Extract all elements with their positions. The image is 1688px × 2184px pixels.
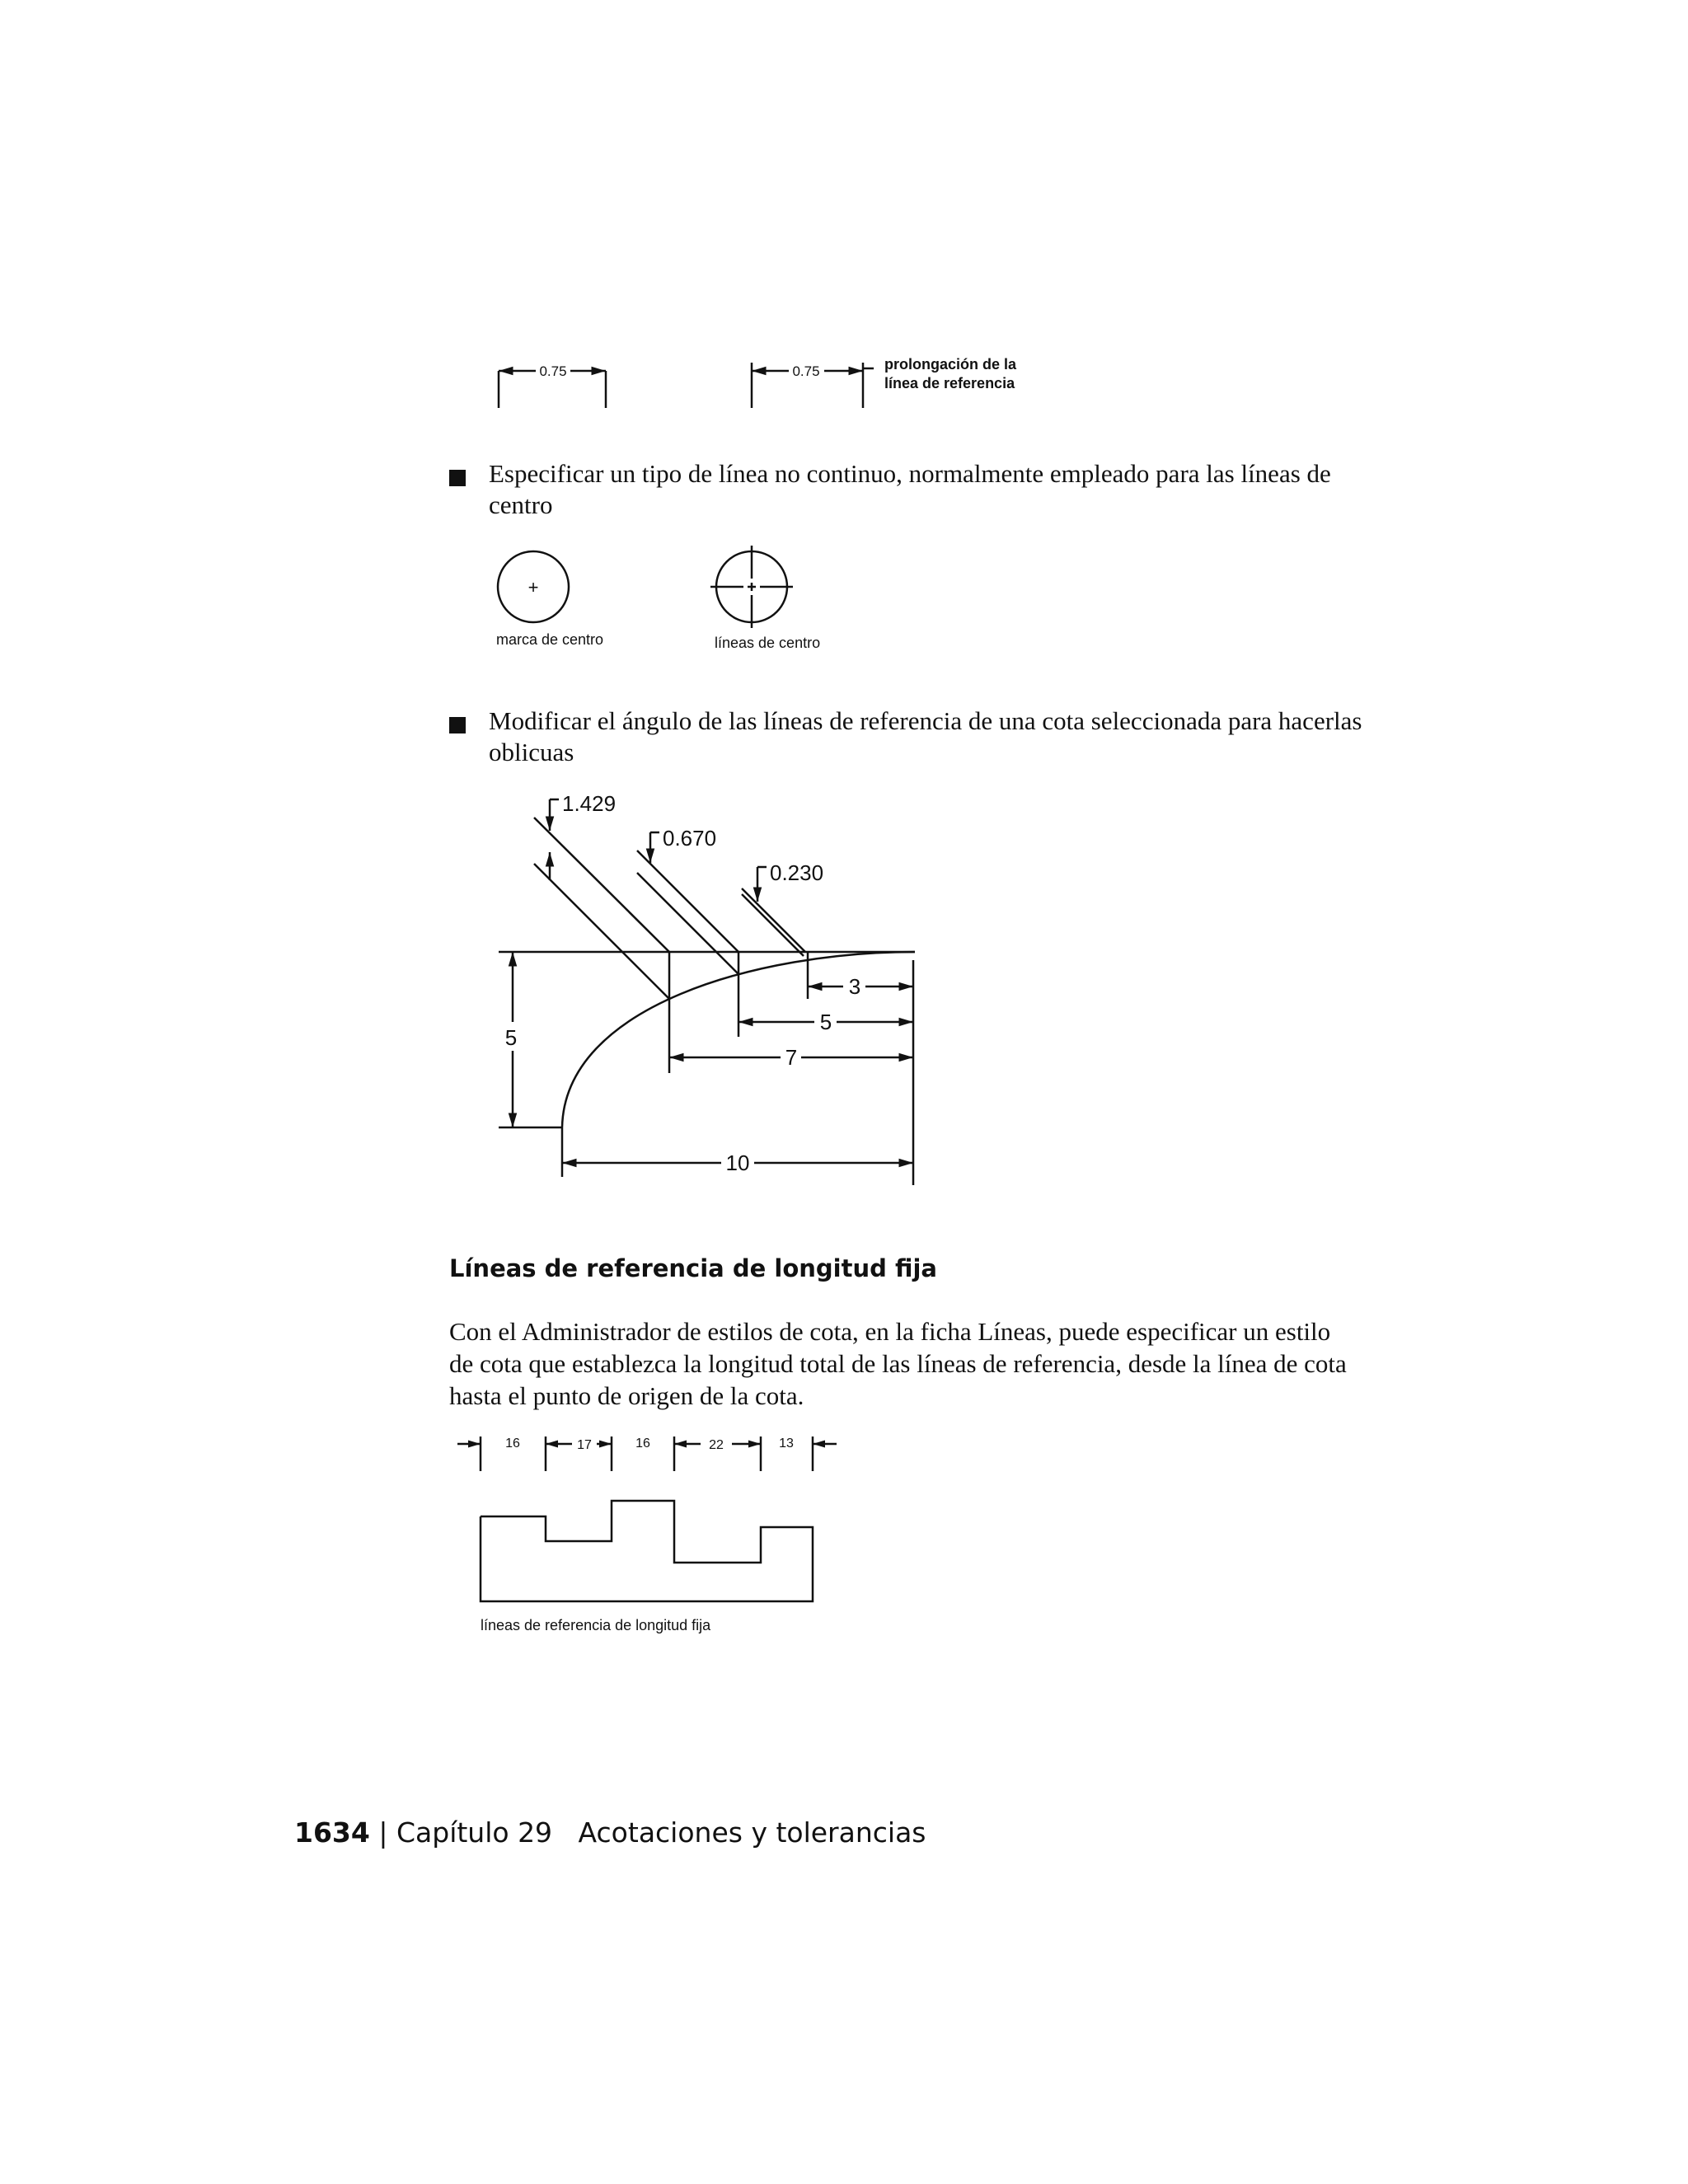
bullet-marker [449, 470, 466, 486]
chapter-title: Acotaciones y tolerancias [578, 1816, 926, 1849]
fixed-dim-5: 13 [779, 1436, 794, 1451]
center-marks-figure [486, 544, 857, 659]
callout-line-1: prolongación de la [884, 356, 1017, 373]
callout-line-2: línea de referencia [884, 375, 1015, 391]
dim-label-7: 7 [785, 1045, 798, 1070]
fixed-dim-4: 22 [709, 1438, 724, 1452]
page-footer [294, 1816, 926, 1849]
fixed-dim-2: 17 [577, 1438, 592, 1452]
page-number: 1634 [294, 1816, 370, 1849]
section-paragraph: Con el Administrador de estilos de cota, en la ficha Líneas, puede especificar un estilo de cota que establezca la longitud total de las líneas de referencia, desde la línea de cota hasta el punto de origen de la cota. [449, 1317, 1347, 1410]
section-heading: Líneas de referencia de longitud fija [449, 1254, 937, 1282]
oblique-dimensions-figure [486, 783, 931, 1187]
fixed-figure-caption: líneas de referencia de longitud fija [481, 1617, 711, 1633]
fixed-length-figure [453, 1430, 849, 1652]
dim-label-5-horizontal: 5 [819, 1010, 832, 1034]
dim-label-0670: 0.670 [663, 826, 717, 851]
bullet-text: Especificar un tipo de línea no continuo, normalmente empleado para las líneas de centro [489, 459, 1331, 519]
extension-lines-figure [486, 350, 1047, 420]
dim-label-3: 3 [848, 974, 861, 999]
bullet-text: Modificar el ángulo de las líneas de referencia de una cota seleccionada para hacerlas oblicuas [489, 706, 1362, 766]
dim-label-10: 10 [725, 1151, 750, 1175]
dim-value-right: 0.75 [792, 363, 820, 379]
center-mark-plus: + [528, 577, 539, 598]
center-lines-label: líneas de centro [715, 635, 821, 651]
fixed-dim-3: 16 [635, 1436, 650, 1451]
dim-label-1429: 1.429 [562, 791, 617, 816]
dim-value-left: 0.75 [539, 363, 567, 379]
chapter-number: Capítulo 29 [396, 1816, 553, 1849]
footer-separator: | [378, 1816, 388, 1849]
bullet-marker [449, 717, 466, 733]
center-mark-label: marca de centro [496, 631, 604, 648]
dim-label-5-vertical: 5 [504, 1025, 518, 1050]
fixed-dim-1: 16 [505, 1436, 520, 1451]
dim-label-0230: 0.230 [770, 860, 824, 885]
